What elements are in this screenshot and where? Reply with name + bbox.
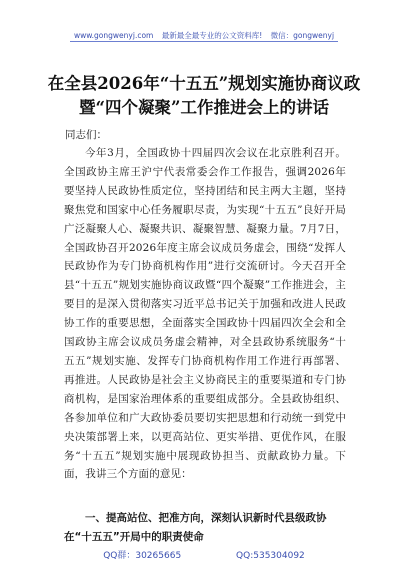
document-title: 在全县2026年“十五五”规划实施协商议政暨“四个凝聚”工作推进会上的讲话 [47,74,361,117]
contact-footer [0,548,408,561]
site-tagline: 最新最全最专业的公文资料库! [161,31,263,40]
section-heading: 一、提高站位、把准方向，深刻认识新时代县级政协在“十五五”开局中的职责使命 [64,512,327,543]
site-url[interactable]: www.gongwenyj.com [73,31,154,40]
salutation: 同志们： [65,129,107,141]
qq-group: QQ群：30265665 [103,551,182,561]
body-paragraph: 今年3月，全国政协十四届四次会议在北京胜利召开。全国政协主席王沪宁代表常委会作工作报告，强调2026年要坚持人民政协性质定位，坚持团结和民主两大主题，坚持聚焦党和国家中心任务履职尽责，为实现“十五五”良好开局广泛凝聚人心、凝聚共识、凝聚智慧、凝聚力量。7月7日，全国政协召开2026年度主席会议成员务虚会，围绕“发挥人民政协作为专门协商机构作用”进行交流研讨。今天召开全县“十五五”规划实施协商议政暨“四个凝聚”工作推进会，主要目的是深入贯彻落实习近平总书记关于加强和改进人民政协工作的重要思想，全面落实全国政协十四届四次全会和全国政协主席会议成员务虚会精神，对全县政协系统服务“十五五”规划实施、发挥专门协商机构作用工作进行再部署、再推进。人民政协是社会主义协商民主的重要渠道和专门协商机构，是国家治理体系的重要组成部分。全县政协组织、各参加单位和广大政协委员要切实把思想和行动统一到党中央决策部署上来，以更高站位、更实举措、更优作风，在服务“十五五”规划实施中展现政协担当、贡献政协力量。下面，我讲三个方面的意见： [64,147,346,481]
qq-number: QQ:535304092 [236,551,305,561]
wechat-id: 微信：gongwenyj [270,31,335,40]
site-header [0,30,408,41]
header-rule [70,41,338,42]
